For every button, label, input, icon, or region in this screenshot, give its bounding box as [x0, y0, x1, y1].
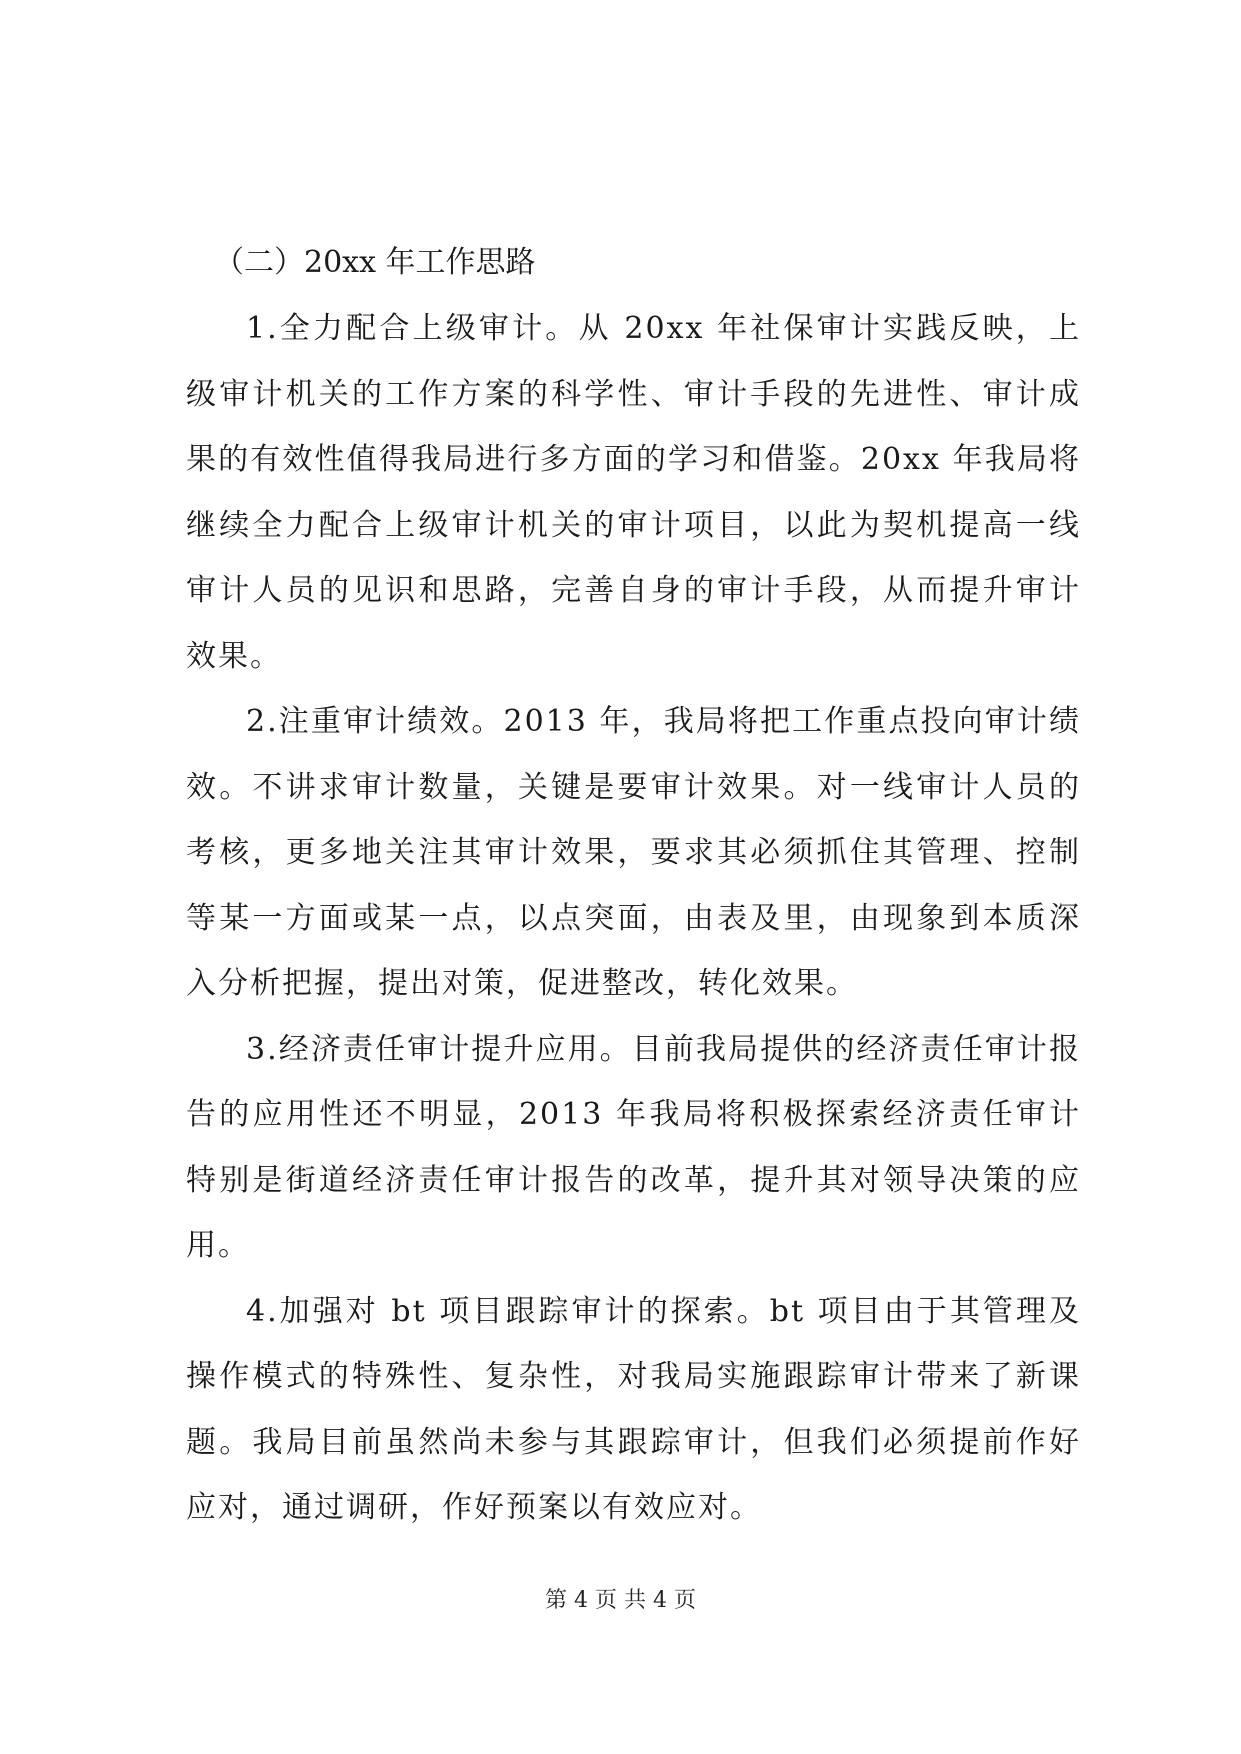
section-heading: （二）20xx 年工作思路 — [214, 245, 536, 280]
paragraph-3: 3.经济责任审计提升应用。目前我局提供的经济责任审计报告的应用性还不明显，2013 年我局将积极探索经济责任审计特别是街道经济责任审计报告的改革，提升其对领导决策的应用。 — [186, 1031, 1081, 1263]
page-footer: 第 4 页 共 4 页 — [545, 1588, 696, 1613]
document-body — [186, 230, 1081, 1541]
paragraph-1: 1.全力配合上级审计。从 20xx 年社保审计实践反映，上级审计机关的工作方案的科学性、审计手段的先进性、审计成果的有效性值得我局进行多方面的学习和借鉴。20xx 年我局将继续全力配合上级审计机关的审计项目，以此为契机提高一线审计人员的见识和思路，完善自身的审计手段，从而提升审计效果。 — [186, 311, 1081, 674]
paragraph-4: 4.加强对 bt 项目跟踪审计的探索。bt 项目由于其管理及操作模式的特殊性、复杂性，对我局实施跟踪审计带来了新课题。我局目前虽然尚未参与其跟踪审计，但我们必须提前作好应对，通过调研，作好预案以有效应对。 — [186, 1293, 1081, 1525]
paragraph-2: 2.注重审计绩效。2013 年，我局将把工作重点投向审计绩效。不讲求审计数量，关键是要审计效果。对一线审计人员的考核，更多地关注其审计效果，要求其必须抓住其管理、控制等某一方面或某一点，以点突面，由表及里，由现象到本质深入分析把握，提出对策，促进整改，转化效果。 — [186, 704, 1081, 1001]
